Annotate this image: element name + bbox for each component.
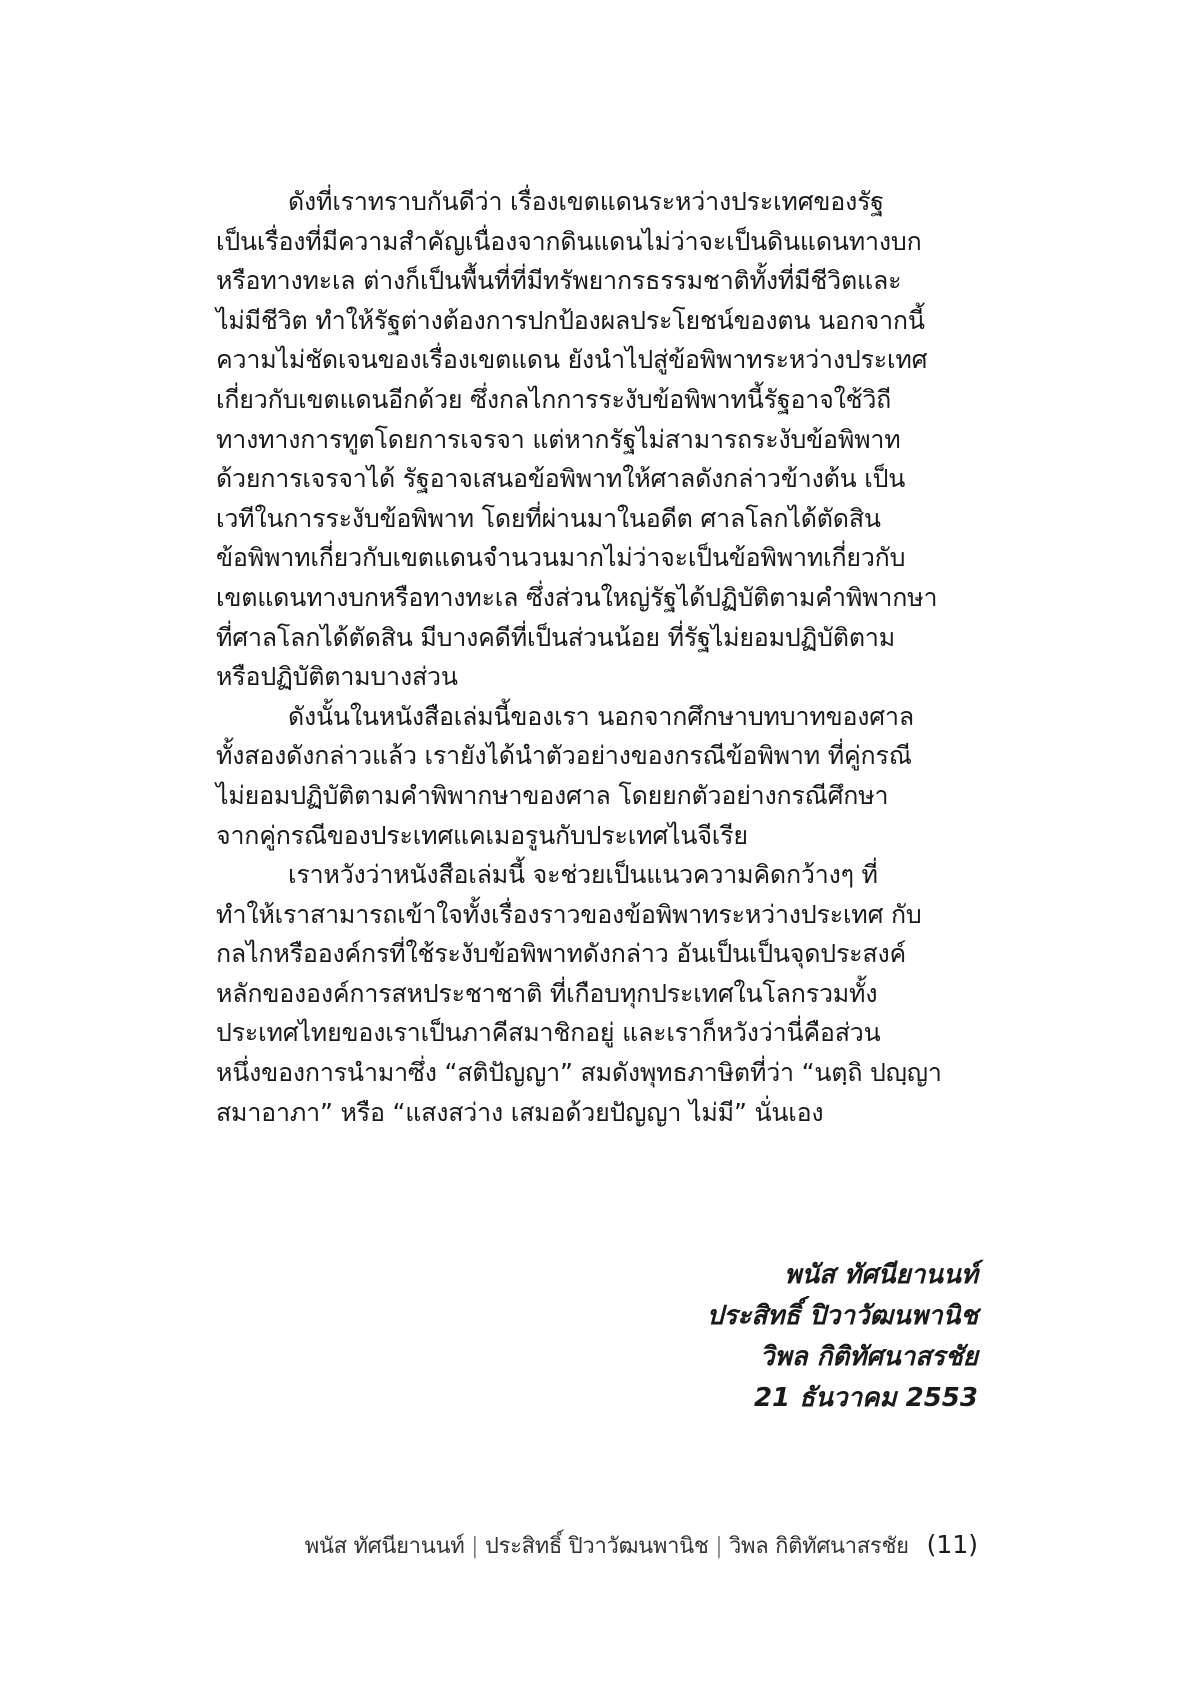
- paragraph-line: ดังที่เราทราบกันดีว่า เรื่องเขตแดนระหว่างประเทศของรัฐ: [288, 187, 884, 216]
- paragraph-line: ความไม่ชัดเจนของเรื่องเขตแดน ยังนำไปสู่ข้อพิพาทระหว่างประเทศ: [216, 345, 928, 375]
- paragraph-line: กลไกหรือองค์กรที่ใช้ระงับข้อพิพาทดังกล่าว อันเป็นเป็นจุดประสงค์: [216, 939, 906, 969]
- paragraph-line: เราหวังว่าหนังสือเล่มนี้ จะช่วยเป็นแนวความคิดกว้างๆ ที่: [288, 860, 878, 890]
- paragraph-line: ทั้งสองดังกล่าวแล้ว เรายังได้นำตัวอย่างของกรณีข้อพิพาท ที่คู่กรณี: [216, 741, 912, 771]
- paragraph-line: สมาอาภา” หรือ “แสงสว่าง เสมอด้วยปัญญา ไม่มี” นั่นเอง: [216, 1097, 824, 1127]
- body-text: [216, 182, 976, 1132]
- paragraph-line: ข้อพิพาทเกี่ยวกับเขตแดนจำนวนมากไม่ว่าจะเป็นข้อพิพาทเกี่ยวกับ: [216, 543, 906, 573]
- paragraph-line: เป็นเรื่องที่มีความสำคัญเนื่องจากดินแดนไม่ว่าจะเป็นดินแดนทางบก: [216, 226, 922, 256]
- paragraph-line: ทำให้เราสามารถเข้าใจทั้งเรื่องราวของข้อพิพาทระหว่างประเทศ กับ: [216, 899, 922, 929]
- paragraph-line: หนึ่งของการนำมาซึ่ง “สติปัญญา” สมดังพุทธภาษิตที่ว่า “นตฺถิ ปญฺญา: [216, 1058, 942, 1088]
- signature-block: [707, 1255, 978, 1419]
- paragraph-line: จากคู่กรณีของประเทศแคเมอรูนกับประเทศไนจีเรีย: [216, 820, 748, 850]
- author-name: ประสิทธิ์ ปิวาวัฒนพานิช: [706, 1301, 978, 1331]
- author-name: พนัส ทัศนียานนท์: [784, 1260, 978, 1290]
- paragraph-line: ด้วยการเจรจาได้ รัฐอาจเสนอข้อพิพาทให้ศาลดังกล่าวข้างต้น เป็น: [216, 464, 906, 494]
- signature-date: 21 ธันวาคม 2553: [753, 1383, 978, 1413]
- page-number: (11): [926, 1530, 978, 1559]
- paragraph-line: ทางทางการทูตโดยการเจรจา แต่หากรัฐไม่สามารถระงับข้อพิพาท: [216, 424, 901, 454]
- paragraph-line: เกี่ยวกับเขตแดนอีกด้วย ซึ่งกลไกการระงับข้อพิพาทนี้รัฐอาจใช้วิถี: [216, 384, 892, 414]
- paragraph-line: ไม่ยอมปฏิบัติตามคำพิพากษาของศาล โดยยกตัวอย่างกรณีศึกษา: [216, 780, 889, 810]
- author-name: วิพล กิติทัศนาสรชัย: [759, 1342, 978, 1372]
- paragraph-line: เวทีในการระงับข้อพิพาท โดยที่ผ่านมาในอดีต ศาลโลกได้ตัดสิน: [216, 503, 881, 533]
- paragraph-line: ประเทศไทยของเราเป็นภาคีสมาชิกอยู่ และเราก็หวังว่านี่คือส่วน: [216, 1018, 881, 1048]
- footer-authors: พนัส ทัศนียานนท์ | ประสิทธิ์ ปิวาวัฒนพานิช | วิพล กิติทัศนาสรชัย: [304, 1534, 909, 1559]
- paragraph-line: ที่ศาลโลกได้ตัดสิน มีบางคดีที่เป็นส่วนน้อย ที่รัฐไม่ยอมปฏิบัติตาม: [216, 622, 895, 652]
- paragraph-line: หลักขององค์การสหประชาชาติ ที่เกือบทุกประเทศในโลกรวมทั้ง: [216, 978, 878, 1008]
- paragraph-line: เขตแดนทางบกหรือทางทะเล ซึ่งส่วนใหญ่รัฐได้ปฏิบัติตามคำพิพากษา: [216, 582, 938, 612]
- paragraph-line: ไม่มีชีวิต ทำให้รัฐต่างต้องการปกป้องผลประโยชน์ของตน นอกจากนี้: [216, 305, 925, 335]
- paragraph-line: หรือปฏิบัติตามบางส่วน: [216, 662, 458, 692]
- page-footer: [305, 1528, 978, 1563]
- paragraph-line: หรือทางทะเล ต่างก็เป็นพื้นที่ที่มีทรัพยากรธรรมชาติทั้งที่มีชีวิตและ: [216, 266, 902, 296]
- paragraph-line: ดังนั้นในหนังสือเล่มนี้ของเรา นอกจากศึกษาบทบาทของศาล: [288, 701, 914, 731]
